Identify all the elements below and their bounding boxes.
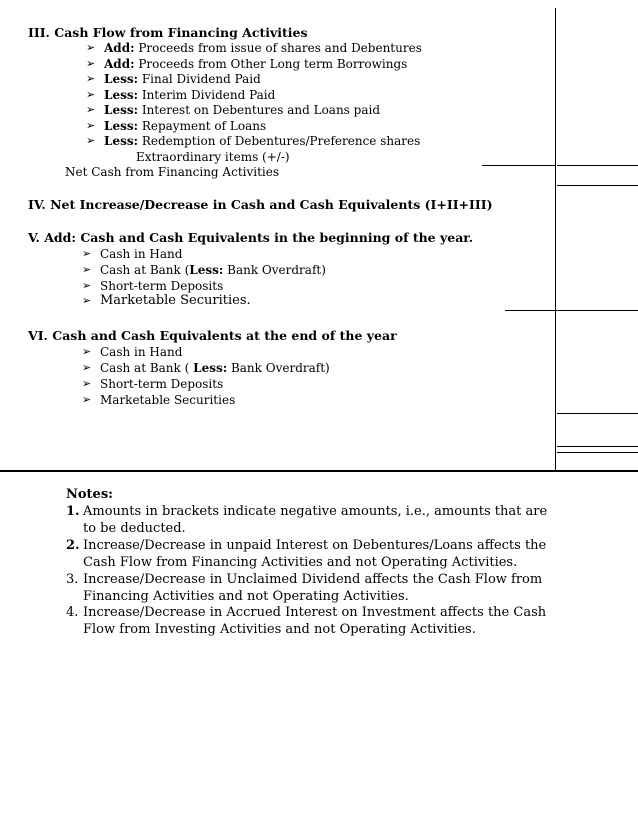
note-number: 2. bbox=[66, 538, 80, 553]
item-text: Final Dividend Paid bbox=[138, 72, 261, 86]
beginning-total-rule bbox=[505, 310, 638, 311]
item-prefix: Less: bbox=[193, 361, 228, 375]
item-text: Cash in Hand bbox=[100, 247, 183, 261]
bullet-arrow-icon: ➢ bbox=[82, 377, 92, 390]
column-divider-vertical bbox=[555, 8, 556, 470]
item-prefix: Less: bbox=[104, 72, 139, 86]
note-text: Amounts in brackets indicate negative amounts, i.e., amounts that are to be deducted. bbox=[83, 504, 548, 536]
ending-heading: VI. Cash and Cash Equivalents at the end of the year bbox=[28, 328, 397, 343]
item-text: Cash at Bank ( bbox=[100, 361, 194, 375]
table-bottom-rule bbox=[0, 470, 638, 472]
item-prefix: Less: bbox=[104, 134, 139, 148]
item-text: Bank Overdraft) bbox=[227, 361, 330, 375]
note-number: 3. bbox=[66, 572, 79, 587]
item-text: Cash at Bank ( bbox=[100, 263, 190, 277]
item-text: Cash in Hand bbox=[100, 345, 183, 359]
item-text: Bank Overdraft) bbox=[223, 263, 326, 277]
item-text: Short-term Deposits bbox=[100, 377, 224, 391]
item-text: Repayment of Loans bbox=[138, 119, 267, 133]
bullet-arrow-icon: ➢ bbox=[82, 279, 92, 292]
notes-title: Notes: bbox=[66, 487, 113, 502]
item-prefix: Less: bbox=[104, 88, 139, 102]
bullet-arrow-icon: ➢ bbox=[86, 119, 96, 132]
item-prefix: Add: bbox=[104, 41, 135, 55]
item-text: Interim Dividend Paid bbox=[138, 88, 276, 102]
net-financing-right-rule-bottom bbox=[557, 185, 638, 186]
bullet-arrow-icon: ➢ bbox=[82, 247, 92, 260]
note-number: 4. bbox=[66, 605, 79, 620]
bullet-arrow-icon: ➢ bbox=[82, 294, 92, 307]
note-text: Increase/Decrease in Unclaimed Dividend affects the Cash Flow from Financing Activities and not Operating Activities. bbox=[83, 572, 543, 604]
net-financing-label: Net Cash from Financing Activities bbox=[65, 165, 280, 179]
note-number: 1. bbox=[66, 504, 80, 519]
beginning-heading: V. Add: Cash and Cash Equivalents in the beginning of the year. bbox=[28, 230, 474, 245]
net-financing-right-rule-top bbox=[557, 165, 638, 166]
bullet-arrow-icon: ➢ bbox=[82, 263, 92, 276]
net-financing-left-rule bbox=[482, 165, 555, 166]
bullet-arrow-icon: ➢ bbox=[82, 393, 92, 406]
financing-heading: III. Cash Flow from Financing Activities bbox=[28, 25, 308, 40]
note-text: Increase/Decrease in unpaid Interest on Debentures/Loans affects the Cash Flow from Financing Activities and not Operating Activities. bbox=[83, 538, 547, 570]
bullet-arrow-icon: ➢ bbox=[86, 88, 96, 101]
extraordinary-items: Extraordinary items (+/-) bbox=[136, 150, 290, 164]
item-text: Redemption of Debentures/Preference shares bbox=[138, 134, 421, 148]
item-prefix: Less: bbox=[104, 119, 139, 133]
bullet-arrow-icon: ➢ bbox=[82, 361, 92, 374]
ending-total-rule-bottom bbox=[557, 452, 638, 453]
bullet-arrow-icon: ➢ bbox=[86, 72, 96, 85]
ending-subtotal-rule bbox=[557, 413, 638, 414]
bullet-arrow-icon: ➢ bbox=[86, 134, 96, 147]
bullet-arrow-icon: ➢ bbox=[86, 103, 96, 116]
item-text: Short-term Deposits bbox=[100, 279, 224, 293]
note-text: Increase/Decrease in Accrued Interest on Investment affects the Cash Flow from Investing Activities and not Operating Activities. bbox=[83, 605, 547, 637]
item-text: Interest on Debentures and Loans paid bbox=[138, 103, 381, 117]
ending-total-rule-top bbox=[557, 446, 638, 447]
item-prefix: Less: bbox=[104, 103, 139, 117]
bullet-arrow-icon: ➢ bbox=[86, 41, 96, 54]
net-increase-heading: IV. Net Increase/Decrease in Cash and Cash Equivalents (I+II+III) bbox=[28, 197, 493, 212]
item-prefix: Add: bbox=[104, 57, 135, 71]
item-prefix: Less: bbox=[189, 263, 224, 277]
item-text: Proceeds from Other Long term Borrowings bbox=[134, 57, 408, 71]
item-text: Marketable Securities bbox=[100, 393, 236, 407]
item-text: Proceeds from issue of shares and Debentures bbox=[134, 41, 422, 55]
bullet-arrow-icon: ➢ bbox=[82, 345, 92, 358]
bullet-arrow-icon: ➢ bbox=[86, 57, 96, 70]
item-text: Marketable Securities. bbox=[100, 293, 251, 308]
